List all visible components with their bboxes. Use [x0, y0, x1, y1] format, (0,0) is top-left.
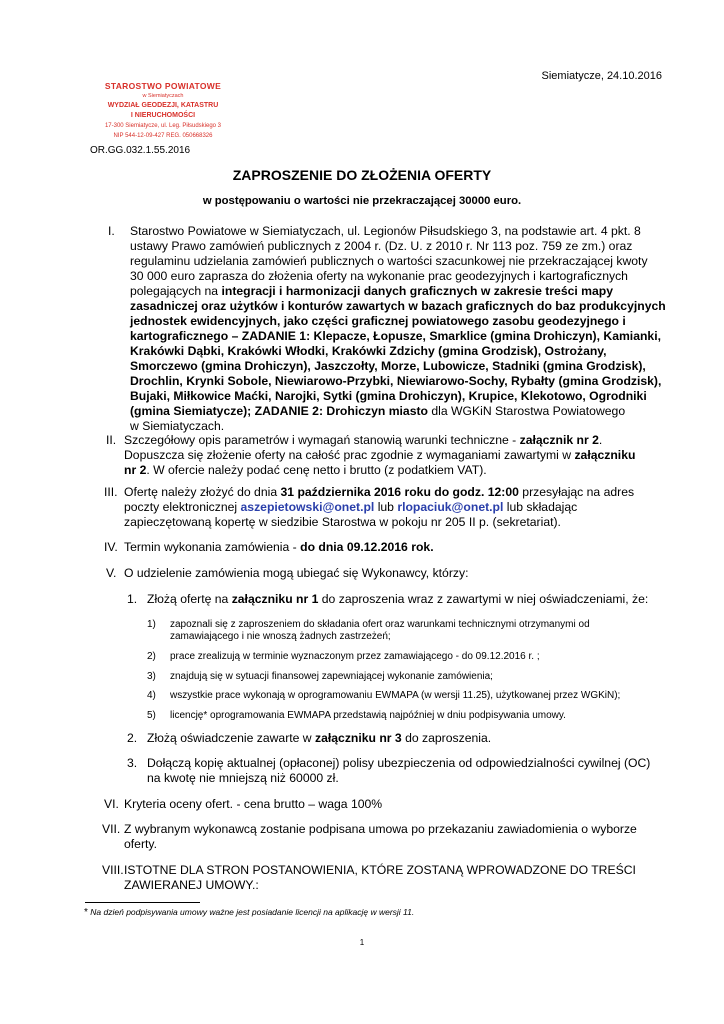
text-span: . [598, 433, 603, 447]
email-link-1[interactable]: aszepietowski@onet.pl [240, 500, 375, 514]
footnote-marker: * [84, 907, 88, 918]
text-line: kartograficznego – ZADANIE 1: Klepacze, Łopusze, Smarklice (gmina Drohiczyn), Kamianki, [130, 329, 661, 343]
text-line: ISTOTNE DLA STRON POSTANOWIENIA, KTÓRE ZOSTANĄ WPROWADZONE DO TREŚCI [124, 863, 636, 877]
email-link-2[interactable]: rlopaciuk@onet.pl [397, 500, 504, 514]
list-item: licencję* oprogramowania EWMAPA przedstawią najpóźniej w dniu podpisywania umowy. [170, 710, 566, 721]
section-3-body [124, 485, 634, 530]
page-number: 1 [359, 938, 365, 947]
text-span: Ofertę należy złożyć do dnia [124, 485, 281, 499]
bold-span: nr 2 [124, 463, 147, 477]
footnote-divider [85, 902, 200, 903]
list-item: znajdują się w sytuacji finansowej zapewniającej wykonanie zamówienia; [170, 671, 493, 682]
text-line: w Siemiatyczach. [130, 419, 225, 433]
stamp-line: STAROSTWO POWIATOWE [104, 81, 222, 91]
text-span: Szczegółowy opis parametrów i wymagań stanowią warunki techniczne - [124, 433, 520, 447]
stamp-line: 17-300 Siemiatycze, ul. Leg. Piłsudskiego 3 [104, 123, 222, 129]
text-line: regulaminu udzielania zamówień publicznych o wartości szacunkowej nie przekraczającej kwoty [130, 254, 648, 268]
text-line: Bujaki, Miłkowice Maćki, Narojki, Sytki (gmina Drohiczyn), Krupice, Klekotowo, Ogrodniki [130, 389, 647, 403]
bold-span: załączniku nr 1 [231, 592, 319, 606]
text-span: poczty elektronicznej [124, 500, 241, 514]
section-number: VI. [104, 797, 119, 811]
text-line [124, 433, 635, 448]
footnote [84, 907, 414, 918]
document-subtitle: w postępowaniu o wartości nie przekraczającej 30000 euro. [202, 195, 522, 207]
section-number: I. [108, 224, 115, 238]
bold-span: integracji i harmonizacji danych graficznych w zakresie treści mapy [221, 284, 613, 298]
text-line [130, 284, 666, 299]
text-line: zapoznali się z zaproszeniem do składania ofert oraz warunkami technicznymi otrzymanymi od [170, 619, 590, 630]
section-number: IV. [104, 540, 118, 554]
list-item-number: 2) [147, 651, 156, 662]
text-line: ustawy Prawo zamówień publicznych z 2004 r. (Dz. U. z 2010 r. Nr 113 poz. 759 ze zm.) oraz [130, 239, 633, 253]
text-span: Złożą oświadczenie zawarte w [147, 731, 315, 745]
section-4-body [124, 540, 434, 555]
text-line: Drochlin, Krynki Sobole, Niewiarowo-Przybki, Niewiarowo-Sochy, Rybałty (gmina Grodzisk), [130, 374, 662, 388]
section-number: V. [106, 566, 117, 580]
text-line: Starostwo Powiatowe w Siemiatyczach, ul. Legionów Piłsudskiego 3, na podstawie art. 4 pkt. 8 [130, 224, 641, 238]
text-line: zapieczętowaną kopertę w siedzibie Starostwa w pokoju nr 205 II p. (sekretariat). [124, 515, 561, 529]
text-line: Dołączą kopię aktualnej (opłaconej) polisy ubezpieczenia od odpowiedzialności cywilnej (OC) [147, 756, 651, 770]
text-line: zasadniczej oraz użytków i konturów zawartych w bazach graficznych do baz produkcyjnych [130, 299, 666, 313]
section-number: VIII. [102, 863, 124, 877]
text-line: Krakówki Dąbki, Krakówki Włodki, Krakówki Zdzichy (gmina Grodzisk), Ostrożany, [130, 344, 607, 358]
reference-number: OR.GG.032.1.55.2016 [90, 145, 191, 156]
subsection-3-text [147, 756, 650, 786]
footnote-text: Na dzień podpisywania umowy ważne jest posiadanie licencji na aplikację w wersji 11. [90, 907, 415, 917]
text-span: lub składając [503, 500, 578, 514]
text-span: dla WGKiN Starostwa Powiatowego [427, 404, 626, 418]
bold-span: załączniku [574, 448, 636, 462]
text-line [130, 404, 666, 419]
text-span: Złożą ofertę na [147, 592, 232, 606]
bold-span: (gmina Siemiatycze); ZADANIE 2: Drohiczyn miasto [130, 404, 428, 418]
list-item: wszystkie prace wykonają w oprogramowaniu EWMAPA (w wersji 11.25), użytkowanej przez WGKiN); [170, 690, 621, 701]
subsection-number: 1. [127, 592, 138, 606]
subsection-2-text [147, 731, 491, 746]
subsection-1-text [147, 592, 648, 607]
text-span: polegających na [130, 284, 222, 298]
text-line: jednostek ewidencyjnych, jako części graficznej powiatowego zasobu geodezyjnego i [130, 314, 626, 328]
text-line: Smorczewo (gmina Drohiczyn), Jaszczołty, Morze, Lubowicze, Stadniki (gmina Grodzisk), [130, 359, 646, 373]
text-line [124, 448, 635, 463]
document-date: Siemiatycze, 24.10.2016 [541, 70, 662, 82]
section-2-body [124, 433, 635, 478]
stamp-line: I NIERUCHOMOŚCI [130, 112, 196, 119]
bold-span: załącznik nr 2 [519, 433, 599, 447]
list-item [170, 619, 590, 643]
list-item: prace zrealizują w terminie wyznaczonym przez zamawiającego - do 09.12.2016 r. ; [170, 651, 540, 662]
stamp-line: WYDZIAŁ GEODEZJI, KATASTRU [107, 102, 219, 109]
bold-span: załączniku nr 3 [315, 731, 402, 745]
text-span: . W ofercie należy podać cenę netto i brutto (z podatkiem VAT). [146, 463, 487, 477]
text-span: Termin wykonania zamówienia - [124, 540, 301, 554]
bold-span: 31 października 2016 roku do godz. 12:00 [280, 485, 519, 499]
section-6-body: Kryteria oceny ofert. - cena brutto – waga 100% [124, 797, 383, 811]
text-line [124, 485, 634, 500]
section-1-body [130, 224, 666, 434]
section-7-body [124, 822, 637, 852]
text-span: Dopuszcza się złożenie oferty na całość prac zgodnie z wymaganiami zawartymi w [124, 448, 575, 462]
list-item-number: 1) [147, 619, 156, 630]
section-number: II. [106, 433, 117, 447]
text-span: lub [374, 500, 398, 514]
bold-span: do dnia 09.12.2016 rok. [300, 540, 434, 554]
document-title: ZAPROSZENIE DO ZŁOŻENIA OFERTY [232, 167, 492, 183]
text-line [124, 500, 634, 515]
text-line: 30 000 euro zaprasza do złożenia oferty na wykonanie prac geodezyjnych i kartograficznych [130, 269, 628, 283]
text-span: do zaproszenia wraz z zawartymi w niej oświadczeniami, że: [318, 592, 649, 606]
text-line: zamawiającego i nie wnoszą żadnych zastrzeżeń; [170, 631, 391, 642]
section-8-body [124, 863, 636, 893]
text-line [124, 463, 635, 478]
list-item-number: 4) [147, 690, 156, 701]
text-line: Z wybranym wykonawcą zostanie podpisana umowa po przekazaniu zawiadomienia o wyborze [124, 822, 637, 836]
text-line: oferty. [124, 837, 157, 851]
section-5-intro: O udzielenie zamówienia mogą ubiegać się Wykonawcy, którzy: [124, 566, 469, 580]
list-item-number: 5) [147, 710, 156, 721]
subsection-number: 2. [127, 731, 138, 745]
list-item-number: 3) [147, 671, 156, 682]
text-span: do zaproszenia. [401, 731, 492, 745]
stamp-line: NIP 544-12-09-427 REG. 050668326 [113, 133, 213, 139]
section-number: III. [104, 485, 118, 499]
text-line: na kwotę nie mniejszą niż 60000 zł. [147, 771, 339, 785]
section-number: VII. [102, 822, 121, 836]
text-span: przesyłając na adres [518, 485, 635, 499]
stamp-line: w Siemiatyczach [142, 93, 184, 99]
subsection-number: 3. [127, 756, 138, 770]
text-line: ZAWIERANEJ UMOWY.: [124, 878, 259, 892]
office-stamp [88, 81, 238, 141]
